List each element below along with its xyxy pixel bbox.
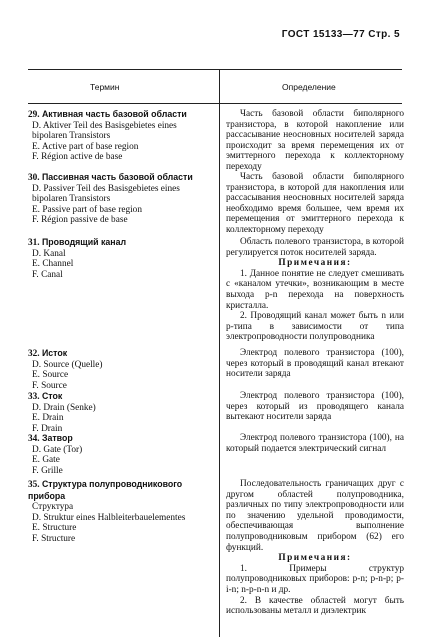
term-ru: Активная часть базовой области [41,109,187,119]
definition-text: Область полевого транзистора, в которой регулируется поток носителей заряда. [226,237,404,258]
term-fr: F. Région passive de base [32,215,128,226]
term-fr: F. Canal [32,269,63,280]
term-number: 29. [28,110,40,120]
table-top-rule [28,69,402,70]
definition-34: Электрод полевого транзистора (100), на который подается электрический сигнал [226,433,404,454]
definition-35 [226,479,404,617]
term-de: D. Struktur eines Halbleiterbauelementes [32,512,186,523]
note-2: 2. В качестве областей могут быть использованы металл и диэлектрик [226,595,404,617]
column-divider [219,69,220,637]
term-number: 32. [28,349,40,359]
table-header-rule [28,103,402,104]
note-1: 1. Примеры структур полупроводниковых приборов: p-n; p-n-p; p-i-n; n-p-n-n и др. [226,563,404,595]
notes-title: Примечания: [278,258,352,269]
term-29 [28,109,213,163]
term-en: E. Passive part of base region [32,204,142,215]
term-de: D. Drain (Senke) [32,402,96,413]
notes-title: Примечания: [278,553,352,564]
term-en: E. Gate [32,455,60,466]
note-2: 2. Проводящий канал может быть n или p-типа в зависимости от типа электропроводности полупроводника [226,311,404,343]
term-32 [28,348,213,391]
term-de: D. Kanal [32,248,66,259]
term-ru: Структура полупроводникового прибора [28,479,183,501]
term-fr: F. Grille [32,465,63,476]
term-en: E. Drain [32,413,64,424]
definition-29: Часть базовой области биполярного транзистора, в которой накопление или рассасывание неосновных носителей заряда происходит за время перемещения их от эмиттерного перехода к коллекторному переходу [226,109,404,172]
term-ru: Пассивная часть базовой области [41,172,193,182]
column-header-terms: Термин [90,82,120,92]
term-en: E. Channel [32,259,74,270]
column-header-definition: Определение [282,82,336,92]
term-en: E. Structure [32,523,77,534]
term-ru: Исток [41,348,68,358]
term-number: 33. [28,392,40,402]
term-34 [28,433,213,476]
term-fr: F. Région active de base [32,152,123,163]
term-ru: Затвор [41,433,73,443]
term-number: 30. [28,173,40,183]
definition-33: Электрод полевого транзистора (100), через который из проводящего канала вытекают носители заряда [226,391,404,423]
term-number: 31. [28,238,40,248]
term-ru: Сток [41,391,63,401]
definition-32: Электрод полевого транзистора (100), через который в проводящий канал втекают носители заряда [226,348,404,380]
term-fr: F. Structure [32,533,76,544]
definition-text: Последовательность граничащих друг с другом областей полупроводника, различных по типу электропроводности или по значению удельной проводимости, обеспечивающая выполнение полупроводниковым прибором (62) его функций. [226,479,404,553]
term-de: D. Passiver Teil des Basisgebietes eines bipolaren Transistors [32,183,180,205]
term-ru-short: Структура [32,502,74,513]
term-en: E. Source [32,370,69,381]
term-33 [28,391,213,434]
term-30 [28,172,213,226]
term-ru: Проводящий канал [41,237,127,247]
term-fr: F. Drain [32,423,63,434]
term-35 [28,479,213,545]
definition-30: Часть базовой области биполярного транзистора, в которой для накопления или рассасывания неосновных носителей заряда необходимо время большее, чем время их перемещения от эмиттерного перехода к коллекторному переходу [226,172,404,235]
term-31 [28,237,213,280]
term-en: E. Active part of base region [32,141,139,152]
term-de: D. Aktiver Teil des Basisgebietes eines bipolaren Transistors [32,120,177,142]
term-fr: F. Source [32,380,67,391]
term-number: 35. [28,480,40,490]
term-de: D. Gate (Tor) [32,444,83,455]
definition-31 [226,237,404,343]
term-de: D. Source (Quelle) [32,359,103,370]
note-1: 1. Данное понятие не следует смешивать с «каналом утечки», возникающим в месте выхода p-n перехода на поверхность кристалла. [226,268,404,311]
page-header: ГОСТ 15133—77 Стр. 5 [281,29,400,40]
term-number: 34. [28,434,40,444]
